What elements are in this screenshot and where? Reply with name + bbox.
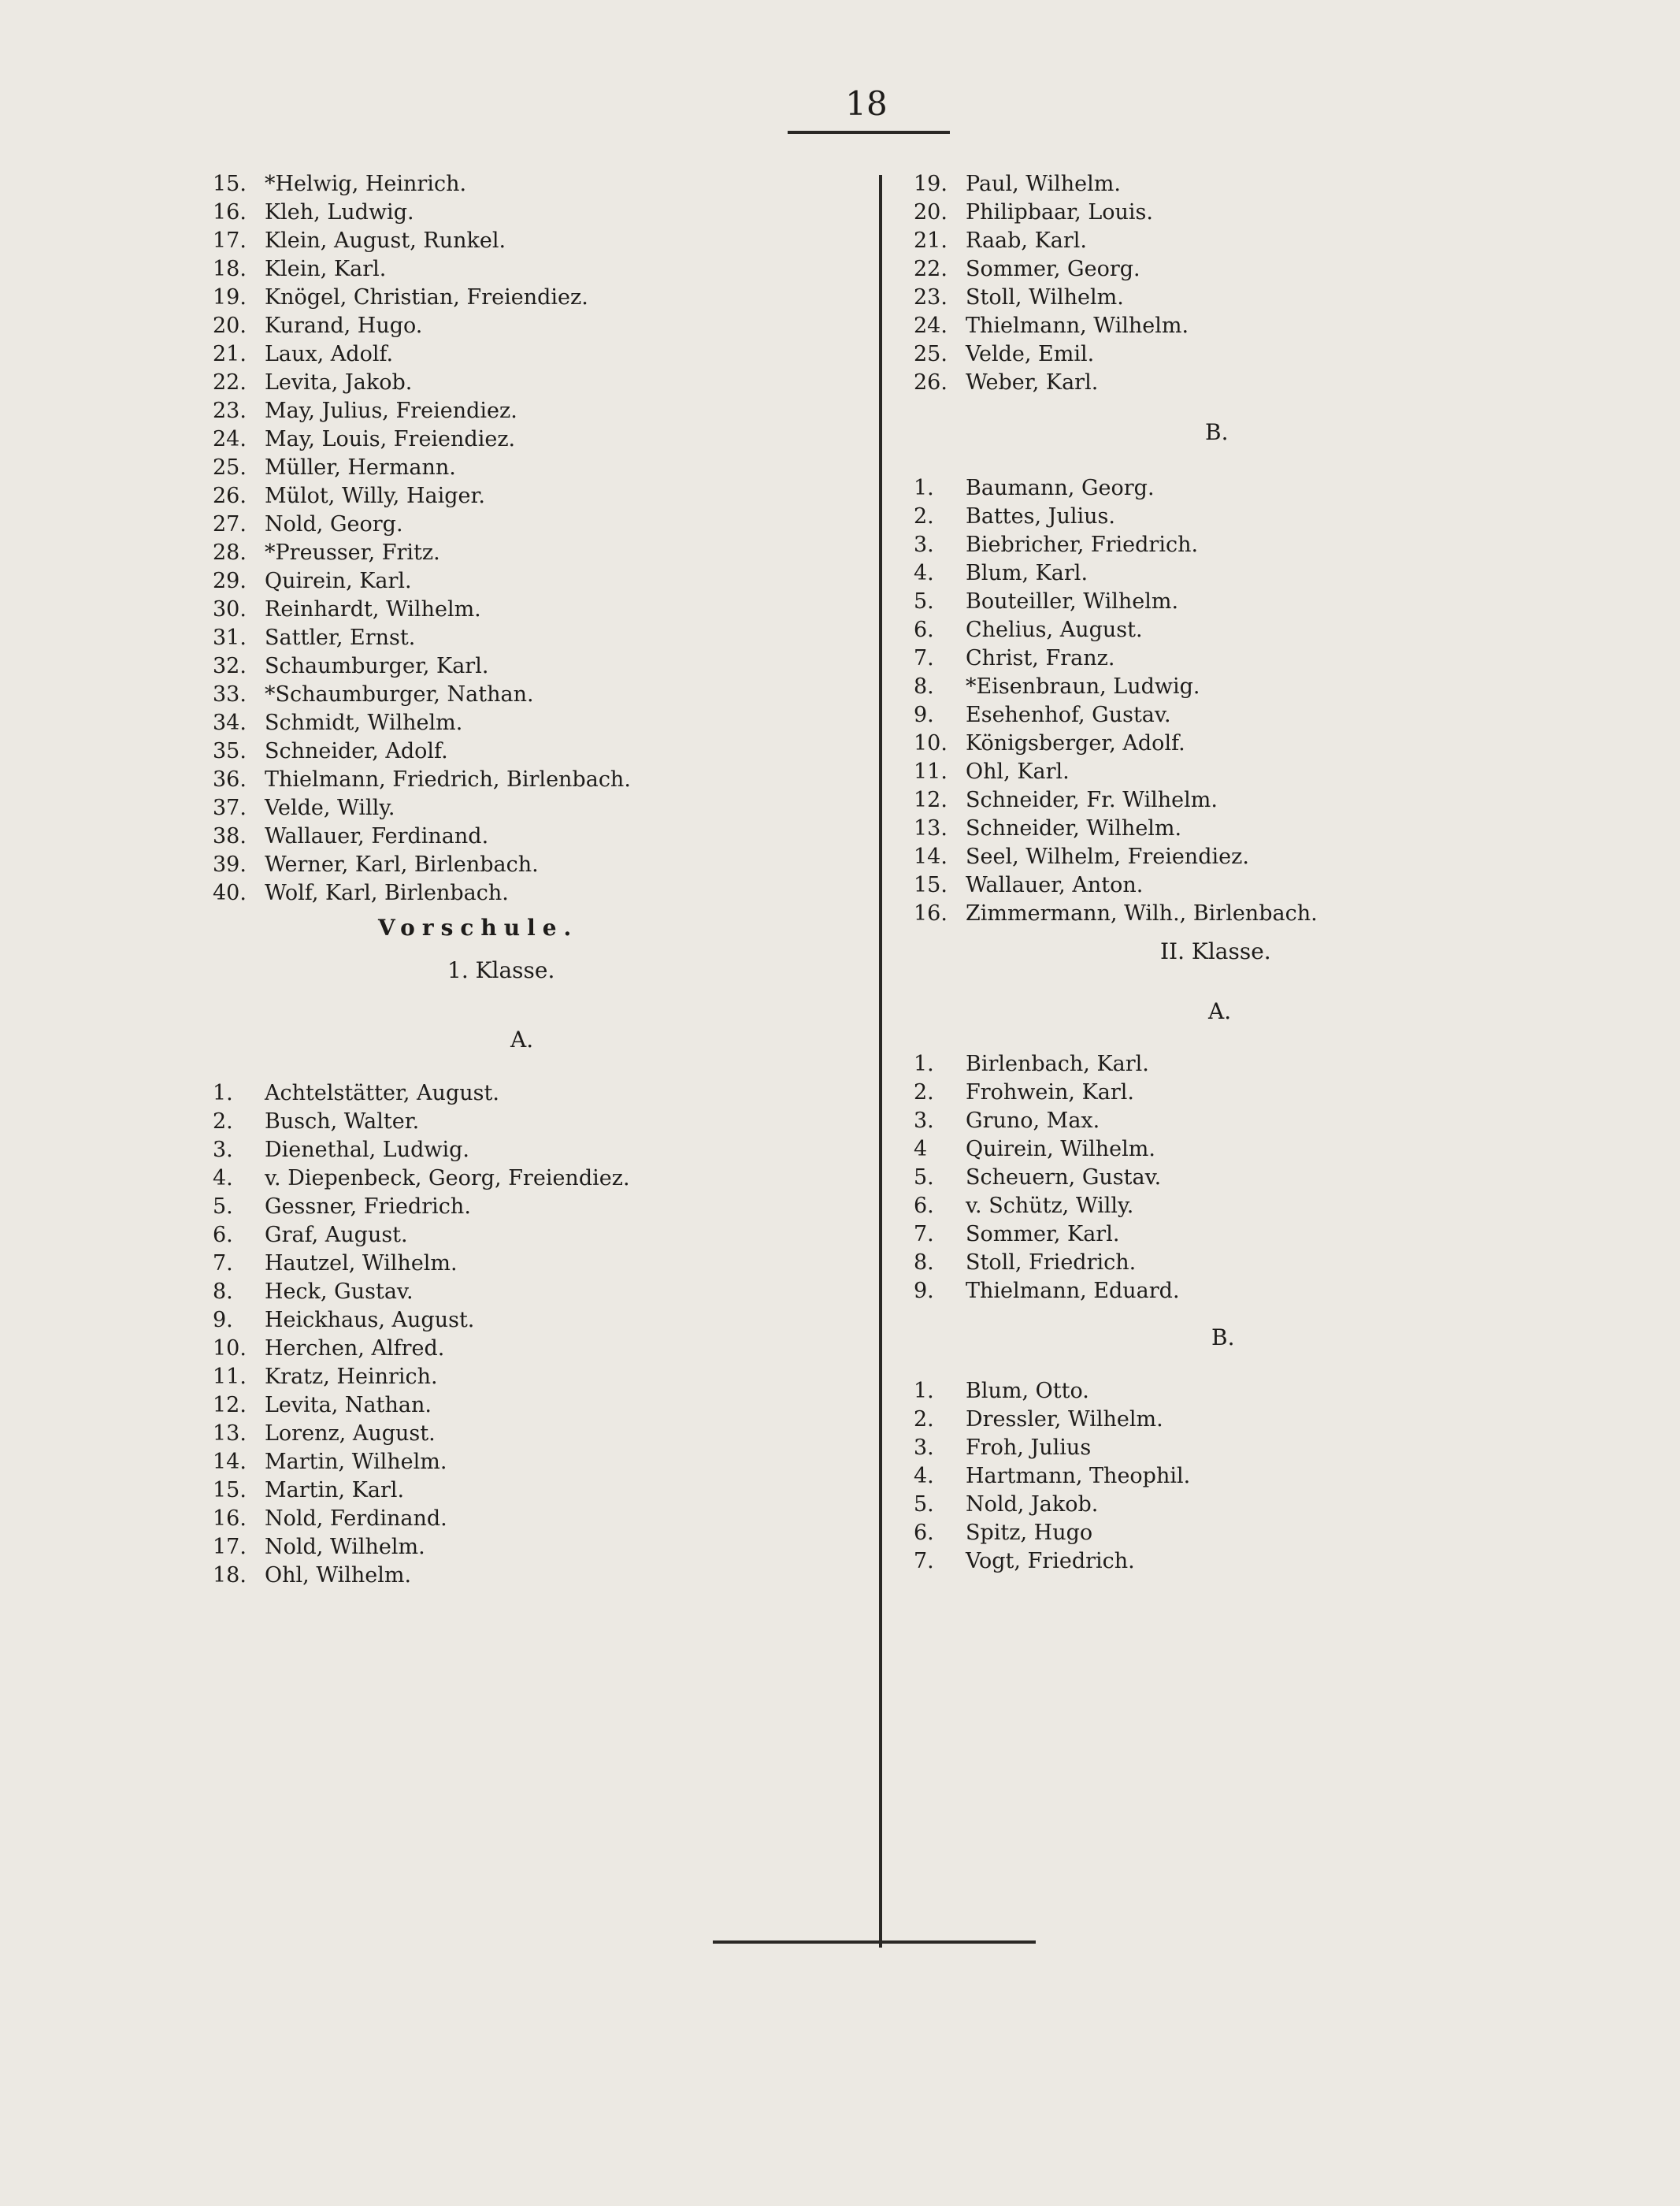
list-item xyxy=(914,673,1591,701)
list-item xyxy=(213,1164,859,1193)
list-item xyxy=(213,1505,859,1533)
list-item-number: 16. xyxy=(914,901,948,926)
list-item-number: 24. xyxy=(914,314,948,338)
list-item-number: 11. xyxy=(914,759,948,784)
list-item-number: 1. xyxy=(914,1379,934,1403)
list-item-number: 17. xyxy=(213,228,247,253)
list-item-number: 40. xyxy=(213,881,247,905)
list-item xyxy=(914,227,1591,255)
list-item-name: *Schaumburger, Nathan. xyxy=(265,682,534,707)
list-item-name: Baumann, Georg. xyxy=(966,476,1155,500)
list-item-name: Heck, Gustav. xyxy=(265,1279,414,1304)
list-item xyxy=(213,737,859,766)
list-item-number: 1. xyxy=(914,1052,934,1076)
list-item-number: 6. xyxy=(213,1223,233,1247)
list-item xyxy=(914,1277,1591,1305)
list-item xyxy=(914,1434,1591,1462)
list-item-name: Levita, Nathan. xyxy=(265,1393,432,1417)
list-item-name: May, Julius, Freiendiez. xyxy=(265,399,517,423)
list-item-name: Kurand, Hugo. xyxy=(265,314,423,338)
list-item xyxy=(914,900,1591,928)
list-item-number: 20. xyxy=(213,314,247,338)
list-item-name: Lorenz, August. xyxy=(265,1421,436,1446)
list-item xyxy=(213,681,859,709)
list-item-number: 3. xyxy=(914,533,934,557)
list-item-number: 7. xyxy=(213,1251,233,1276)
list-item-number: 31. xyxy=(213,626,247,650)
list-item xyxy=(213,511,859,539)
list-item xyxy=(914,1406,1591,1434)
list-item xyxy=(213,1363,859,1391)
list-item xyxy=(213,454,859,482)
list-item-number: 1. xyxy=(914,476,934,500)
list-item-number: 2. xyxy=(914,504,934,529)
list-item xyxy=(213,255,859,284)
list-item-number: 15. xyxy=(213,172,247,196)
list-item-number: 18. xyxy=(213,1563,247,1588)
right-a-list xyxy=(914,1050,1591,1305)
list-item-name: Wallauer, Anton. xyxy=(966,873,1144,897)
list-item-name: Schaumburger, Karl. xyxy=(265,654,489,678)
list-item-name: Quirein, Karl. xyxy=(265,569,412,593)
list-item-name: Stoll, Wilhelm. xyxy=(966,285,1124,310)
list-item-name: Schmidt, Wilhelm. xyxy=(265,711,463,735)
list-item xyxy=(213,284,859,312)
list-item xyxy=(213,879,859,908)
list-item-name: Mülot, Willy, Haiger. xyxy=(265,484,486,508)
list-item xyxy=(914,559,1591,588)
list-item xyxy=(213,170,859,199)
list-item-name: Thielmann, Friedrich, Birlenbach. xyxy=(265,767,631,792)
list-item xyxy=(914,1519,1591,1547)
list-item xyxy=(914,730,1591,758)
list-item-name: Birlenbach, Karl. xyxy=(966,1052,1149,1076)
list-item-number: 5. xyxy=(914,1165,934,1190)
list-item-name: Klein, Karl. xyxy=(265,257,387,281)
list-item-number: 8. xyxy=(213,1279,233,1304)
list-item xyxy=(213,851,859,879)
list-item-name: Nold, Wilhelm. xyxy=(265,1535,425,1559)
list-item-number: 13. xyxy=(914,816,948,841)
list-item-name: Levita, Jakob. xyxy=(265,370,413,395)
list-item-name: Thielmann, Eduard. xyxy=(966,1279,1180,1303)
list-item-number: 19. xyxy=(213,285,247,310)
list-item-number: 10. xyxy=(213,1336,247,1361)
list-item-name: Müller, Hermann. xyxy=(265,455,456,480)
list-item-number: 23. xyxy=(213,399,247,423)
list-item xyxy=(213,340,859,369)
list-item-number: 7. xyxy=(914,646,934,670)
list-item xyxy=(914,588,1591,616)
list-item xyxy=(914,199,1591,227)
list-item-name: Quirein, Wilhelm. xyxy=(966,1137,1155,1161)
list-item xyxy=(213,1335,859,1363)
list-item-name: Herchen, Alfred. xyxy=(265,1336,445,1361)
list-item xyxy=(213,199,859,227)
list-item xyxy=(213,1108,859,1136)
list-item-number: 6. xyxy=(914,1521,934,1545)
list-item-number: 12. xyxy=(213,1393,247,1417)
list-item-number: 2. xyxy=(914,1080,934,1105)
list-item-name: Frohwein, Karl. xyxy=(966,1080,1134,1105)
list-item-number: 22. xyxy=(213,370,247,395)
list-item xyxy=(914,1377,1591,1406)
list-item-number: 15. xyxy=(914,873,948,897)
list-item-name: Martin, Wilhelm. xyxy=(265,1450,447,1474)
list-item xyxy=(914,1249,1591,1277)
list-item xyxy=(213,624,859,652)
list-item xyxy=(213,1278,859,1306)
list-item-name: Weber, Karl. xyxy=(966,370,1099,395)
list-item-number: 13. xyxy=(213,1421,247,1446)
list-item-number: 11. xyxy=(213,1365,247,1389)
left-klasse-heading: 1. Klasse. xyxy=(447,957,555,983)
list-item-number: 10. xyxy=(914,731,948,756)
list-item xyxy=(213,425,859,454)
list-item-number: 22. xyxy=(914,257,948,281)
list-item-name: Dienethal, Ludwig. xyxy=(265,1138,469,1162)
list-item xyxy=(914,701,1591,730)
list-item xyxy=(213,567,859,596)
list-item-number: 4 xyxy=(914,1137,928,1161)
list-item xyxy=(213,1533,859,1562)
list-item-name: Dressler, Wilhelm. xyxy=(966,1407,1163,1432)
list-item-name: Knögel, Christian, Freiendiez. xyxy=(265,285,588,310)
right-klasse-heading: II. Klasse. xyxy=(1160,938,1271,964)
list-item-number: 33. xyxy=(213,682,247,707)
list-item xyxy=(914,503,1591,531)
list-item-number: 9. xyxy=(914,1279,934,1303)
list-item xyxy=(914,1462,1591,1491)
page-number: 18 xyxy=(845,84,888,123)
list-item-number: 7. xyxy=(914,1549,934,1573)
list-item-number: 3. xyxy=(914,1109,934,1133)
list-item xyxy=(914,1050,1591,1079)
list-item-number: 24. xyxy=(213,427,247,451)
right-b-heading: B. xyxy=(1205,419,1229,445)
list-item-name: Biebricher, Friedrich. xyxy=(966,533,1199,557)
list-item-name: Esehenhof, Gustav. xyxy=(966,703,1171,727)
list-item xyxy=(213,766,859,794)
list-item-name: Achtelstätter, August. xyxy=(265,1081,499,1105)
list-item-name: Sommer, Karl. xyxy=(966,1222,1120,1246)
list-item-name: Christ, Franz. xyxy=(966,646,1115,670)
list-item xyxy=(914,1547,1591,1576)
list-item-number: 25. xyxy=(213,455,247,480)
list-item xyxy=(213,1306,859,1335)
left-column-top-list xyxy=(213,170,859,908)
list-item-number: 20. xyxy=(914,200,948,225)
list-item-number: 18. xyxy=(213,257,247,281)
list-item xyxy=(213,312,859,340)
list-item-name: Sommer, Georg. xyxy=(966,257,1140,281)
list-item xyxy=(213,1079,859,1108)
list-item-name: Hautzel, Wilhelm. xyxy=(265,1251,458,1276)
list-item-name: Heickhaus, August. xyxy=(265,1308,475,1332)
list-item-number: 6. xyxy=(914,1194,934,1218)
list-item-number: 5. xyxy=(213,1194,233,1219)
list-item-name: Velde, Willy. xyxy=(265,796,395,820)
list-item-name: Schneider, Wilhelm. xyxy=(966,816,1182,841)
list-item-name: Ohl, Karl. xyxy=(966,759,1070,784)
list-item-name: *Preusser, Fritz. xyxy=(265,540,440,565)
list-item-number: 26. xyxy=(914,370,948,395)
list-item-number: 8. xyxy=(914,674,934,699)
list-item-name: Martin, Karl. xyxy=(265,1478,405,1502)
list-item-number: 35. xyxy=(213,739,247,763)
list-item-number: 34. xyxy=(213,711,247,735)
list-item xyxy=(914,815,1591,843)
list-item xyxy=(914,255,1591,284)
list-item-name: Reinhardt, Wilhelm. xyxy=(265,597,481,622)
list-item xyxy=(213,1476,859,1505)
list-item xyxy=(914,616,1591,644)
list-item-number: 23. xyxy=(914,285,948,310)
list-item-number: 32. xyxy=(213,654,247,678)
list-item-name: Blum, Otto. xyxy=(966,1379,1089,1403)
list-item-name: Bouteiller, Wilhelm. xyxy=(966,589,1179,614)
list-item-number: 12. xyxy=(914,788,948,812)
list-item-name: Nold, Georg. xyxy=(265,512,403,537)
list-item xyxy=(914,644,1591,673)
list-item-name: *Eisenbraun, Ludwig. xyxy=(966,674,1200,699)
list-item-number: 3. xyxy=(914,1435,934,1460)
list-item-name: v. Diepenbeck, Georg, Freiendiez. xyxy=(265,1166,630,1190)
list-item xyxy=(213,823,859,851)
list-item xyxy=(914,284,1591,312)
list-item xyxy=(213,369,859,397)
list-item-number: 2. xyxy=(213,1109,233,1134)
list-item-name: Velde, Emil. xyxy=(966,342,1095,366)
list-item-number: 4. xyxy=(914,561,934,585)
list-item-name: Gruno, Max. xyxy=(966,1109,1100,1133)
list-item xyxy=(914,312,1591,340)
list-item-number: 26. xyxy=(213,484,247,508)
list-item xyxy=(914,1192,1591,1220)
list-item-name: Schneider, Adolf. xyxy=(265,739,448,763)
list-item-number: 28. xyxy=(213,540,247,565)
list-item-number: 25. xyxy=(914,342,948,366)
list-item-number: 9. xyxy=(914,703,934,727)
list-item-number: 36. xyxy=(213,767,247,792)
list-item-number: 16. xyxy=(213,1506,247,1531)
list-item xyxy=(914,474,1591,503)
right-column-top-list xyxy=(914,170,1591,397)
list-item-name: Graf, August. xyxy=(265,1223,408,1247)
list-item-number: 4. xyxy=(914,1464,934,1488)
list-item-name: Wallauer, Ferdinand. xyxy=(265,824,489,849)
list-item xyxy=(213,596,859,624)
list-item-name: Thielmann, Wilhelm. xyxy=(966,314,1189,338)
list-item-name: Spitz, Hugo xyxy=(966,1521,1093,1545)
list-item-number: 9. xyxy=(213,1308,233,1332)
right-b2-list xyxy=(914,1377,1591,1576)
list-item xyxy=(213,1193,859,1221)
list-item-number: 4. xyxy=(213,1166,233,1190)
list-item-name: Froh, Julius xyxy=(966,1435,1092,1460)
list-item-name: Scheuern, Gustav. xyxy=(966,1165,1162,1190)
list-item xyxy=(213,1136,859,1164)
list-item-name: Kratz, Heinrich. xyxy=(265,1365,438,1389)
list-item-number: 15. xyxy=(213,1478,247,1502)
list-item xyxy=(914,1107,1591,1135)
list-item xyxy=(914,1491,1591,1519)
list-item-name: Raab, Karl. xyxy=(966,228,1087,253)
list-item xyxy=(914,531,1591,559)
vorschule-heading: Vorschule. xyxy=(378,915,579,941)
list-item xyxy=(213,1420,859,1448)
list-item xyxy=(213,482,859,511)
list-item xyxy=(213,1448,859,1476)
list-item-number: 1. xyxy=(213,1081,233,1105)
list-item xyxy=(914,1220,1591,1249)
list-item-name: Kleh, Ludwig. xyxy=(265,200,414,225)
list-item-name: *Helwig, Heinrich. xyxy=(265,172,467,196)
list-item-name: Laux, Adolf. xyxy=(265,342,394,366)
list-item xyxy=(213,227,859,255)
list-item xyxy=(213,539,859,567)
list-item xyxy=(914,786,1591,815)
list-item-name: Schneider, Fr. Wilhelm. xyxy=(966,788,1218,812)
list-item-number: 5. xyxy=(914,589,934,614)
list-item xyxy=(914,340,1591,369)
list-item xyxy=(914,1135,1591,1164)
list-item-name: Hartmann, Theophil. xyxy=(966,1464,1191,1488)
list-item-name: Paul, Wilhelm. xyxy=(966,172,1121,196)
list-item xyxy=(213,652,859,681)
list-item-number: 7. xyxy=(914,1222,934,1246)
column-divider xyxy=(879,175,882,1948)
list-item-name: Nold, Jakob. xyxy=(966,1492,1099,1517)
list-item xyxy=(213,709,859,737)
list-item-name: Gessner, Friedrich. xyxy=(265,1194,471,1219)
list-item-name: Königsberger, Adolf. xyxy=(966,731,1185,756)
list-item-number: 16. xyxy=(213,200,247,225)
list-item xyxy=(213,1250,859,1278)
top-rule xyxy=(788,131,950,134)
list-item-number: 39. xyxy=(213,852,247,877)
list-item-name: Werner, Karl, Birlenbach. xyxy=(265,852,539,877)
list-item-name: Nold, Ferdinand. xyxy=(265,1506,447,1531)
list-item xyxy=(914,843,1591,871)
list-item xyxy=(213,1391,859,1420)
left-column-bottom-list xyxy=(213,1079,859,1590)
list-item xyxy=(213,794,859,823)
list-item xyxy=(914,1164,1591,1192)
list-item-name: Ohl, Wilhelm. xyxy=(265,1563,412,1588)
list-item-name: Chelius, August. xyxy=(966,618,1143,642)
list-item-name: Wolf, Karl, Birlenbach. xyxy=(265,881,509,905)
list-item-name: Klein, August, Runkel. xyxy=(265,228,506,253)
list-item xyxy=(914,170,1591,199)
list-item-number: 38. xyxy=(213,824,247,849)
list-item xyxy=(914,369,1591,397)
list-item-number: 2. xyxy=(914,1407,934,1432)
list-item-name: Blum, Karl. xyxy=(966,561,1088,585)
list-item-number: 27. xyxy=(213,512,247,537)
list-item-number: 37. xyxy=(213,796,247,820)
list-item-name: Philipbaar, Louis. xyxy=(966,200,1153,225)
left-a-heading: A. xyxy=(510,1027,534,1053)
list-item-number: 14. xyxy=(914,845,948,869)
list-item-name: Battes, Julius. xyxy=(966,504,1115,529)
list-item-number: 5. xyxy=(914,1492,934,1517)
list-item-number: 29. xyxy=(213,569,247,593)
bottom-rule xyxy=(713,1940,1036,1944)
right-b-list xyxy=(914,474,1591,928)
list-item-name: May, Louis, Freiendiez. xyxy=(265,427,516,451)
list-item-name: Sattler, Ernst. xyxy=(265,626,416,650)
list-item xyxy=(213,397,859,425)
list-item xyxy=(914,871,1591,900)
list-item-number: 6. xyxy=(914,618,934,642)
list-item-number: 30. xyxy=(213,597,247,622)
list-item-number: 14. xyxy=(213,1450,247,1474)
list-item-name: Stoll, Friedrich. xyxy=(966,1250,1137,1275)
list-item xyxy=(914,1079,1591,1107)
list-item xyxy=(213,1562,859,1590)
list-item-number: 21. xyxy=(213,342,247,366)
right-b2-heading: B. xyxy=(1211,1324,1235,1350)
list-item-name: Vogt, Friedrich. xyxy=(966,1549,1135,1573)
list-item-name: Seel, Wilhelm, Freiendiez. xyxy=(966,845,1249,869)
list-item-number: 17. xyxy=(213,1535,247,1559)
list-item-name: v. Schütz, Willy. xyxy=(966,1194,1134,1218)
list-item-name: Busch, Walter. xyxy=(265,1109,420,1134)
list-item-number: 8. xyxy=(914,1250,934,1275)
list-item-name: Zimmermann, Wilh., Birlenbach. xyxy=(966,901,1318,926)
list-item xyxy=(914,758,1591,786)
list-item-number: 19. xyxy=(914,172,948,196)
right-a-heading: A. xyxy=(1208,998,1232,1024)
list-item xyxy=(213,1221,859,1250)
list-item-number: 3. xyxy=(213,1138,233,1162)
list-item-number: 21. xyxy=(914,228,948,253)
